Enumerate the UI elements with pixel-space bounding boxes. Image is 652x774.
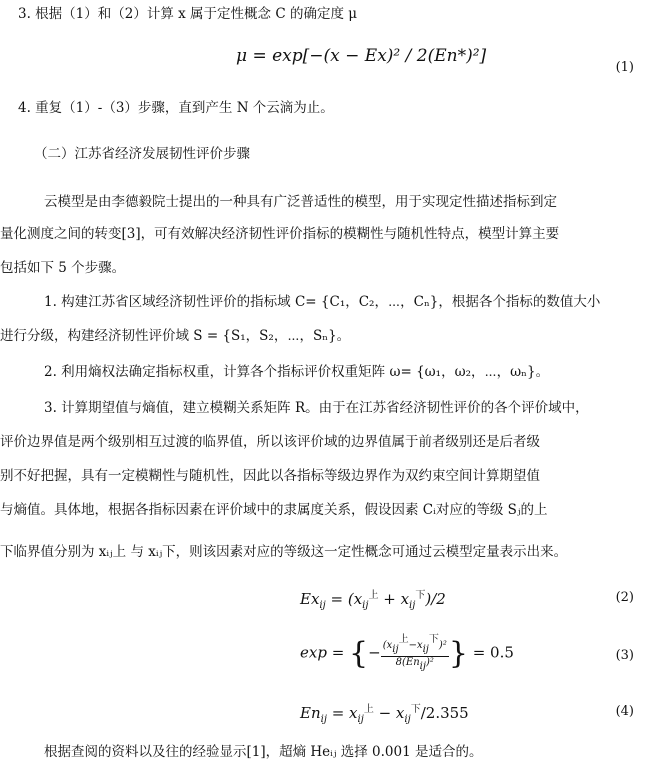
eq1-formula: μ = exp[−(x − Ex)² / 2(En*)²]	[236, 46, 487, 66]
equation-1	[0, 46, 652, 80]
intro-line-1: 云模型是由李德毅院士提出的一种具有广泛普适性的模型，用于实现定性描述指标到定	[44, 194, 557, 210]
equation-3	[0, 630, 652, 680]
eq3-sup-down: 下	[428, 634, 439, 645]
eq2-sup-down: 下	[415, 590, 426, 601]
eq4-sup-down: 下	[410, 704, 421, 715]
eq4-tail: /2.355	[420, 704, 469, 722]
eq4-number: (4)	[615, 704, 634, 719]
step3-intro: 3. 根据（1）和（2）计算 x 属于定性概念 C 的确定度 μ	[18, 6, 358, 22]
eq4-formula: $En_{ij} = x_{ij}^上 - x_{ij}^下/2.355$	[300, 704, 469, 725]
eq2-formula: $Ex_{ij} = (x_{ij}^上 + x_{ij}^下)/2$	[300, 590, 446, 611]
item3-line-2: 评价边界值是两个级别相互过渡的临界值，所以该评价域的边界值属于前者级别还是后者级	[0, 434, 540, 450]
eq3-number: (3)	[615, 648, 634, 663]
intro-line-2: 量化测度之间的转变[3]，可有效解决经济韧性评价指标的模糊性与随机性特点，模型计算主要	[0, 226, 560, 242]
item3-line-4: 与熵值。具体地，根据各指标因素在评价域中的隶属度关系，假设因素 Cᵢ对应的等级 Sⱼ的上	[0, 502, 548, 518]
equation-2	[0, 586, 652, 620]
item3-line-3: 别不好把握，具有一定模糊性与随机性，因此以各指标等级边界作为双约束空间计算期望值	[0, 468, 540, 484]
equation-4	[0, 700, 652, 734]
eq2-number: (2)	[615, 590, 634, 605]
item2: 2. 利用熵权法确定指标权重，计算各个指标评价权重矩阵 ω= {ω₁，ω₂，⋯，ωₙ}。	[44, 364, 550, 380]
item1-line-2: 进行分级，构建经济韧性评价域 S = {S₁，S₂，⋯，Sₙ}。	[0, 328, 351, 344]
intro-line-3: 包括如下 5 个步骤。	[0, 260, 126, 276]
eq3-sup-up: 上	[398, 634, 409, 645]
closing-line: 根据查阅的资料以及往的经验显示[1]，超熵 Heᵢⱼ 选择 0.001 是适合的。	[44, 744, 483, 760]
item1-line-1: 1. 构建江苏省区域经济韧性评价的指标域 C= {C₁，C₂，⋯，Cₙ}，根据各个指标的数值大小	[44, 294, 601, 310]
eq1-number: (1)	[615, 60, 634, 75]
step4: 4. 重复（1）-（3）步骤，直到产生 N 个云滴为止。	[18, 100, 334, 116]
eq3-formula: exp = {− $\frac{\text{(xij上−xij下)²}}{\text{8(Enij)²}}$ } = 0.5	[300, 634, 514, 672]
section-heading: （二）江苏省经济发展韧性评价步骤	[34, 146, 250, 162]
item3-line-5: 下临界值分别为 xᵢⱼ上 与 xᵢⱼ下，则该因素对应的等级这一定性概念可通过云模型定量表示出来。	[0, 544, 568, 560]
item3-line-1: 3. 计算期望值与熵值，建立模糊关系矩阵 R。由于在江苏省经济韧性评价的各个评价域中，	[44, 400, 589, 416]
eq3-value: = 0.5	[472, 643, 514, 662]
eq2-sup-up: 上	[368, 590, 379, 601]
eq4-sup-up: 上	[363, 704, 374, 715]
